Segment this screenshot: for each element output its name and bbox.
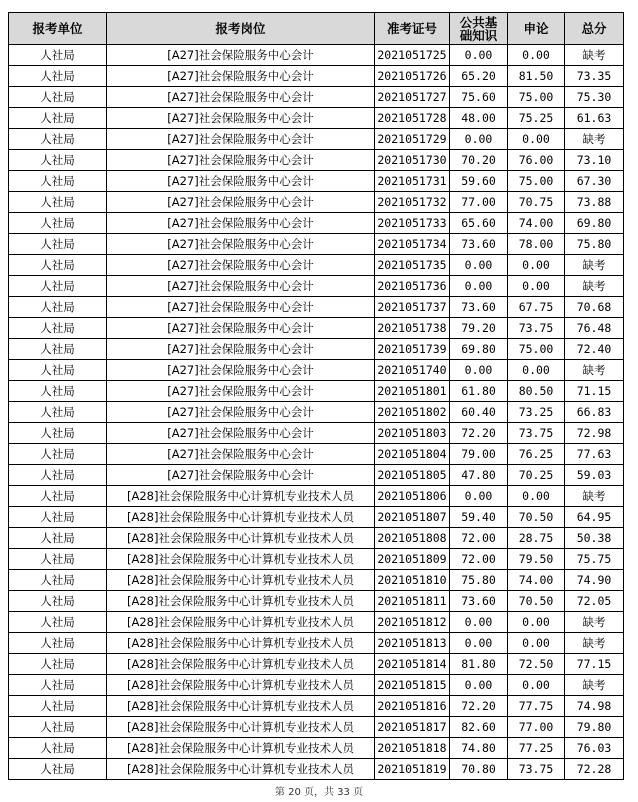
cell-post: [A28]社会保险服务中心计算机专业技术人员 bbox=[107, 528, 375, 549]
cell-unit: 人社局 bbox=[9, 276, 107, 297]
cell-basic-knowledge: 65.20 bbox=[450, 66, 508, 87]
cell-basic-knowledge: 77.00 bbox=[450, 192, 508, 213]
table-row bbox=[9, 738, 624, 759]
cell-essay: 67.75 bbox=[508, 297, 565, 318]
table-row bbox=[9, 381, 624, 402]
cell-post: [A28]社会保险服务中心计算机专业技术人员 bbox=[107, 486, 375, 507]
cell-essay: 70.50 bbox=[508, 507, 565, 528]
cell-exam-id: 2021051817 bbox=[375, 717, 450, 738]
table-row bbox=[9, 633, 624, 654]
cell-basic-knowledge: 69.80 bbox=[450, 339, 508, 360]
cell-total: 69.80 bbox=[565, 213, 624, 234]
cell-post: [A27]社会保险服务中心会计 bbox=[107, 234, 375, 255]
table-row bbox=[9, 171, 624, 192]
cell-unit: 人社局 bbox=[9, 717, 107, 738]
cell-post: [A28]社会保险服务中心计算机专业技术人员 bbox=[107, 570, 375, 591]
cell-essay: 77.25 bbox=[508, 738, 565, 759]
cell-essay: 0.00 bbox=[508, 276, 565, 297]
cell-total: 75.75 bbox=[565, 549, 624, 570]
column-header-basic-knowledge bbox=[450, 13, 508, 45]
cell-exam-id: 2021051804 bbox=[375, 444, 450, 465]
cell-total: 缺考 bbox=[565, 633, 624, 654]
cell-unit: 人社局 bbox=[9, 192, 107, 213]
cell-total: 79.80 bbox=[565, 717, 624, 738]
cell-basic-knowledge: 72.00 bbox=[450, 528, 508, 549]
cell-unit: 人社局 bbox=[9, 45, 107, 66]
cell-unit: 人社局 bbox=[9, 339, 107, 360]
cell-unit: 人社局 bbox=[9, 612, 107, 633]
cell-essay: 73.75 bbox=[508, 759, 565, 780]
cell-post: [A27]社会保险服务中心会计 bbox=[107, 444, 375, 465]
cell-basic-knowledge: 79.00 bbox=[450, 444, 508, 465]
table-row bbox=[9, 591, 624, 612]
cell-total: 59.03 bbox=[565, 465, 624, 486]
table-row bbox=[9, 150, 624, 171]
cell-exam-id: 2021051736 bbox=[375, 276, 450, 297]
cell-exam-id: 2021051737 bbox=[375, 297, 450, 318]
cell-basic-knowledge: 79.20 bbox=[450, 318, 508, 339]
cell-post: [A27]社会保险服务中心会计 bbox=[107, 108, 375, 129]
cell-exam-id: 2021051730 bbox=[375, 150, 450, 171]
cell-essay: 28.75 bbox=[508, 528, 565, 549]
cell-basic-knowledge: 72.20 bbox=[450, 423, 508, 444]
cell-unit: 人社局 bbox=[9, 696, 107, 717]
cell-essay: 0.00 bbox=[508, 255, 565, 276]
table-row bbox=[9, 129, 624, 150]
table-row bbox=[9, 87, 624, 108]
cell-unit: 人社局 bbox=[9, 402, 107, 423]
table-row bbox=[9, 297, 624, 318]
table-row bbox=[9, 549, 624, 570]
cell-exam-id: 2021051819 bbox=[375, 759, 450, 780]
cell-post: [A28]社会保险服务中心计算机专业技术人员 bbox=[107, 675, 375, 696]
cell-essay: 70.25 bbox=[508, 465, 565, 486]
table-row bbox=[9, 507, 624, 528]
cell-total: 77.63 bbox=[565, 444, 624, 465]
cell-total: 73.10 bbox=[565, 150, 624, 171]
cell-total: 缺考 bbox=[565, 486, 624, 507]
cell-post: [A27]社会保险服务中心会计 bbox=[107, 192, 375, 213]
cell-unit: 人社局 bbox=[9, 423, 107, 444]
cell-unit: 人社局 bbox=[9, 759, 107, 780]
cell-essay: 0.00 bbox=[508, 675, 565, 696]
cell-total: 61.63 bbox=[565, 108, 624, 129]
column-header-post: 报考岗位 bbox=[107, 13, 375, 45]
cell-total: 70.68 bbox=[565, 297, 624, 318]
table-row bbox=[9, 444, 624, 465]
cell-unit: 人社局 bbox=[9, 297, 107, 318]
cell-essay: 73.75 bbox=[508, 423, 565, 444]
table-row bbox=[9, 759, 624, 780]
cell-basic-knowledge: 0.00 bbox=[450, 675, 508, 696]
table-row bbox=[9, 234, 624, 255]
cell-basic-knowledge: 73.60 bbox=[450, 234, 508, 255]
cell-post: [A28]社会保险服务中心计算机专业技术人员 bbox=[107, 654, 375, 675]
cell-basic-knowledge: 0.00 bbox=[450, 360, 508, 381]
column-header-exam-id: 准考证号 bbox=[375, 13, 450, 45]
table-row bbox=[9, 108, 624, 129]
cell-exam-id: 2021051814 bbox=[375, 654, 450, 675]
cell-post: [A27]社会保险服务中心会计 bbox=[107, 381, 375, 402]
cell-total: 缺考 bbox=[565, 45, 624, 66]
table-row bbox=[9, 696, 624, 717]
cell-essay: 0.00 bbox=[508, 612, 565, 633]
cell-basic-knowledge: 0.00 bbox=[450, 486, 508, 507]
cell-post: [A28]社会保险服务中心计算机专业技术人员 bbox=[107, 507, 375, 528]
cell-essay: 79.50 bbox=[508, 549, 565, 570]
cell-total: 75.80 bbox=[565, 234, 624, 255]
cell-essay: 0.00 bbox=[508, 486, 565, 507]
cell-essay: 0.00 bbox=[508, 45, 565, 66]
cell-total: 73.88 bbox=[565, 192, 624, 213]
cell-total: 72.05 bbox=[565, 591, 624, 612]
cell-total: 缺考 bbox=[565, 360, 624, 381]
cell-unit: 人社局 bbox=[9, 738, 107, 759]
cell-post: [A27]社会保险服务中心会计 bbox=[107, 318, 375, 339]
cell-unit: 人社局 bbox=[9, 150, 107, 171]
cell-essay: 75.00 bbox=[508, 171, 565, 192]
cell-unit: 人社局 bbox=[9, 171, 107, 192]
cell-basic-knowledge: 73.60 bbox=[450, 297, 508, 318]
cell-basic-knowledge: 47.80 bbox=[450, 465, 508, 486]
cell-basic-knowledge: 73.60 bbox=[450, 591, 508, 612]
cell-total: 77.15 bbox=[565, 654, 624, 675]
cell-post: [A27]社会保险服务中心会计 bbox=[107, 297, 375, 318]
cell-essay: 74.00 bbox=[508, 213, 565, 234]
cell-basic-knowledge: 70.80 bbox=[450, 759, 508, 780]
cell-basic-knowledge: 0.00 bbox=[450, 633, 508, 654]
cell-basic-knowledge: 65.60 bbox=[450, 213, 508, 234]
table-row bbox=[9, 612, 624, 633]
cell-total: 67.30 bbox=[565, 171, 624, 192]
cell-essay: 77.75 bbox=[508, 696, 565, 717]
cell-exam-id: 2021051805 bbox=[375, 465, 450, 486]
cell-exam-id: 2021051816 bbox=[375, 696, 450, 717]
column-header-essay: 申论 bbox=[508, 13, 565, 45]
cell-post: [A27]社会保险服务中心会计 bbox=[107, 360, 375, 381]
cell-exam-id: 2021051731 bbox=[375, 171, 450, 192]
cell-essay: 75.00 bbox=[508, 339, 565, 360]
cell-post: [A27]社会保险服务中心会计 bbox=[107, 213, 375, 234]
cell-unit: 人社局 bbox=[9, 591, 107, 612]
cell-basic-knowledge: 0.00 bbox=[450, 255, 508, 276]
cell-post: [A27]社会保险服务中心会计 bbox=[107, 66, 375, 87]
cell-exam-id: 2021051810 bbox=[375, 570, 450, 591]
cell-basic-knowledge: 0.00 bbox=[450, 45, 508, 66]
cell-essay: 75.00 bbox=[508, 87, 565, 108]
cell-basic-knowledge: 70.20 bbox=[450, 150, 508, 171]
cell-exam-id: 2021051811 bbox=[375, 591, 450, 612]
cell-post: [A27]社会保险服务中心会计 bbox=[107, 129, 375, 150]
cell-total: 74.90 bbox=[565, 570, 624, 591]
table-row bbox=[9, 528, 624, 549]
cell-basic-knowledge: 48.00 bbox=[450, 108, 508, 129]
cell-essay: 73.25 bbox=[508, 402, 565, 423]
cell-basic-knowledge: 0.00 bbox=[450, 276, 508, 297]
cell-basic-knowledge: 75.60 bbox=[450, 87, 508, 108]
cell-unit: 人社局 bbox=[9, 360, 107, 381]
cell-essay: 70.75 bbox=[508, 192, 565, 213]
table-body bbox=[9, 45, 624, 780]
cell-essay: 70.50 bbox=[508, 591, 565, 612]
cell-total: 76.03 bbox=[565, 738, 624, 759]
cell-total: 50.38 bbox=[565, 528, 624, 549]
column-header-total: 总分 bbox=[565, 13, 624, 45]
cell-exam-id: 2021051812 bbox=[375, 612, 450, 633]
cell-basic-knowledge: 0.00 bbox=[450, 612, 508, 633]
cell-total: 72.40 bbox=[565, 339, 624, 360]
cell-total: 缺考 bbox=[565, 129, 624, 150]
cell-exam-id: 2021051809 bbox=[375, 549, 450, 570]
cell-unit: 人社局 bbox=[9, 654, 107, 675]
cell-post: [A27]社会保险服务中心会计 bbox=[107, 171, 375, 192]
cell-exam-id: 2021051806 bbox=[375, 486, 450, 507]
cell-post: [A28]社会保险服务中心计算机专业技术人员 bbox=[107, 696, 375, 717]
cell-unit: 人社局 bbox=[9, 255, 107, 276]
cell-essay: 80.50 bbox=[508, 381, 565, 402]
cell-total: 71.15 bbox=[565, 381, 624, 402]
cell-basic-knowledge: 61.80 bbox=[450, 381, 508, 402]
cell-unit: 人社局 bbox=[9, 108, 107, 129]
cell-exam-id: 2021051725 bbox=[375, 45, 450, 66]
cell-post: [A27]社会保险服务中心会计 bbox=[107, 423, 375, 444]
cell-exam-id: 2021051739 bbox=[375, 339, 450, 360]
table-row bbox=[9, 486, 624, 507]
cell-unit: 人社局 bbox=[9, 675, 107, 696]
cell-total: 缺考 bbox=[565, 276, 624, 297]
cell-post: [A28]社会保险服务中心计算机专业技术人员 bbox=[107, 549, 375, 570]
cell-basic-knowledge: 59.40 bbox=[450, 507, 508, 528]
cell-unit: 人社局 bbox=[9, 507, 107, 528]
column-header-basic-knowledge-text: 公共基础知识 bbox=[459, 14, 498, 43]
cell-basic-knowledge: 0.00 bbox=[450, 129, 508, 150]
cell-unit: 人社局 bbox=[9, 213, 107, 234]
cell-post: [A27]社会保险服务中心会计 bbox=[107, 339, 375, 360]
table-row bbox=[9, 654, 624, 675]
cell-essay: 78.00 bbox=[508, 234, 565, 255]
cell-basic-knowledge: 60.40 bbox=[450, 402, 508, 423]
cell-exam-id: 2021051818 bbox=[375, 738, 450, 759]
cell-total: 缺考 bbox=[565, 675, 624, 696]
cell-total: 73.35 bbox=[565, 66, 624, 87]
cell-exam-id: 2021051733 bbox=[375, 213, 450, 234]
cell-unit: 人社局 bbox=[9, 381, 107, 402]
cell-total: 74.98 bbox=[565, 696, 624, 717]
cell-post: [A27]社会保险服务中心会计 bbox=[107, 402, 375, 423]
cell-total: 75.30 bbox=[565, 87, 624, 108]
cell-total: 缺考 bbox=[565, 255, 624, 276]
table-row bbox=[9, 66, 624, 87]
cell-total: 缺考 bbox=[565, 612, 624, 633]
cell-essay: 76.00 bbox=[508, 150, 565, 171]
page-footer: 第 20 页，共 33 页 bbox=[274, 787, 364, 798]
cell-essay: 73.75 bbox=[508, 318, 565, 339]
cell-exam-id: 2021051813 bbox=[375, 633, 450, 654]
cell-unit: 人社局 bbox=[9, 234, 107, 255]
cell-exam-id: 2021051735 bbox=[375, 255, 450, 276]
cell-unit: 人社局 bbox=[9, 66, 107, 87]
cell-basic-knowledge: 74.80 bbox=[450, 738, 508, 759]
cell-post: [A28]社会保险服务中心计算机专业技术人员 bbox=[107, 633, 375, 654]
cell-exam-id: 2021051807 bbox=[375, 507, 450, 528]
cell-total: 72.28 bbox=[565, 759, 624, 780]
cell-post: [A28]社会保险服务中心计算机专业技术人员 bbox=[107, 591, 375, 612]
cell-exam-id: 2021051729 bbox=[375, 129, 450, 150]
table-row bbox=[9, 465, 624, 486]
cell-total: 76.48 bbox=[565, 318, 624, 339]
cell-post: [A28]社会保险服务中心计算机专业技术人员 bbox=[107, 759, 375, 780]
cell-unit: 人社局 bbox=[9, 549, 107, 570]
cell-basic-knowledge: 82.60 bbox=[450, 717, 508, 738]
cell-essay: 0.00 bbox=[508, 633, 565, 654]
table-row bbox=[9, 360, 624, 381]
cell-exam-id: 2021051734 bbox=[375, 234, 450, 255]
cell-post: [A28]社会保险服务中心计算机专业技术人员 bbox=[107, 612, 375, 633]
cell-exam-id: 2021051803 bbox=[375, 423, 450, 444]
cell-exam-id: 2021051740 bbox=[375, 360, 450, 381]
table-row bbox=[9, 339, 624, 360]
cell-essay: 77.00 bbox=[508, 717, 565, 738]
table-row bbox=[9, 192, 624, 213]
cell-exam-id: 2021051738 bbox=[375, 318, 450, 339]
cell-post: [A27]社会保险服务中心会计 bbox=[107, 255, 375, 276]
cell-exam-id: 2021051726 bbox=[375, 66, 450, 87]
cell-essay: 81.50 bbox=[508, 66, 565, 87]
cell-basic-knowledge: 72.20 bbox=[450, 696, 508, 717]
cell-unit: 人社局 bbox=[9, 528, 107, 549]
table-row bbox=[9, 45, 624, 66]
cell-unit: 人社局 bbox=[9, 486, 107, 507]
cell-total: 64.95 bbox=[565, 507, 624, 528]
cell-unit: 人社局 bbox=[9, 444, 107, 465]
table-row bbox=[9, 255, 624, 276]
cell-essay: 0.00 bbox=[508, 360, 565, 381]
cell-exam-id: 2021051802 bbox=[375, 402, 450, 423]
cell-exam-id: 2021051728 bbox=[375, 108, 450, 129]
table-row bbox=[9, 570, 624, 591]
cell-unit: 人社局 bbox=[9, 318, 107, 339]
cell-basic-knowledge: 72.00 bbox=[450, 549, 508, 570]
cell-post: [A28]社会保险服务中心计算机专业技术人员 bbox=[107, 717, 375, 738]
cell-post: [A27]社会保险服务中心会计 bbox=[107, 465, 375, 486]
table-header-row bbox=[9, 13, 624, 45]
table-row bbox=[9, 213, 624, 234]
table-row bbox=[9, 423, 624, 444]
cell-post: [A28]社会保险服务中心计算机专业技术人员 bbox=[107, 738, 375, 759]
cell-essay: 74.00 bbox=[508, 570, 565, 591]
cell-exam-id: 2021051808 bbox=[375, 528, 450, 549]
cell-unit: 人社局 bbox=[9, 633, 107, 654]
cell-essay: 76.25 bbox=[508, 444, 565, 465]
cell-exam-id: 2021051801 bbox=[375, 381, 450, 402]
cell-unit: 人社局 bbox=[9, 87, 107, 108]
cell-unit: 人社局 bbox=[9, 129, 107, 150]
score-table bbox=[8, 12, 624, 780]
cell-essay: 0.00 bbox=[508, 129, 565, 150]
cell-total: 72.98 bbox=[565, 423, 624, 444]
cell-post: [A27]社会保险服务中心会计 bbox=[107, 45, 375, 66]
table-row bbox=[9, 318, 624, 339]
table-row bbox=[9, 276, 624, 297]
cell-essay: 75.25 bbox=[508, 108, 565, 129]
table-row bbox=[9, 717, 624, 738]
column-header-unit: 报考单位 bbox=[9, 13, 107, 45]
cell-post: [A27]社会保险服务中心会计 bbox=[107, 276, 375, 297]
cell-post: [A27]社会保险服务中心会计 bbox=[107, 87, 375, 108]
cell-basic-knowledge: 59.60 bbox=[450, 171, 508, 192]
cell-post: [A27]社会保险服务中心会计 bbox=[107, 150, 375, 171]
table-row bbox=[9, 675, 624, 696]
cell-unit: 人社局 bbox=[9, 465, 107, 486]
cell-exam-id: 2021051732 bbox=[375, 192, 450, 213]
cell-basic-knowledge: 81.80 bbox=[450, 654, 508, 675]
cell-basic-knowledge: 75.80 bbox=[450, 570, 508, 591]
cell-essay: 72.50 bbox=[508, 654, 565, 675]
cell-unit: 人社局 bbox=[9, 570, 107, 591]
cell-total: 66.83 bbox=[565, 402, 624, 423]
table-row bbox=[9, 402, 624, 423]
cell-exam-id: 2021051727 bbox=[375, 87, 450, 108]
cell-exam-id: 2021051815 bbox=[375, 675, 450, 696]
